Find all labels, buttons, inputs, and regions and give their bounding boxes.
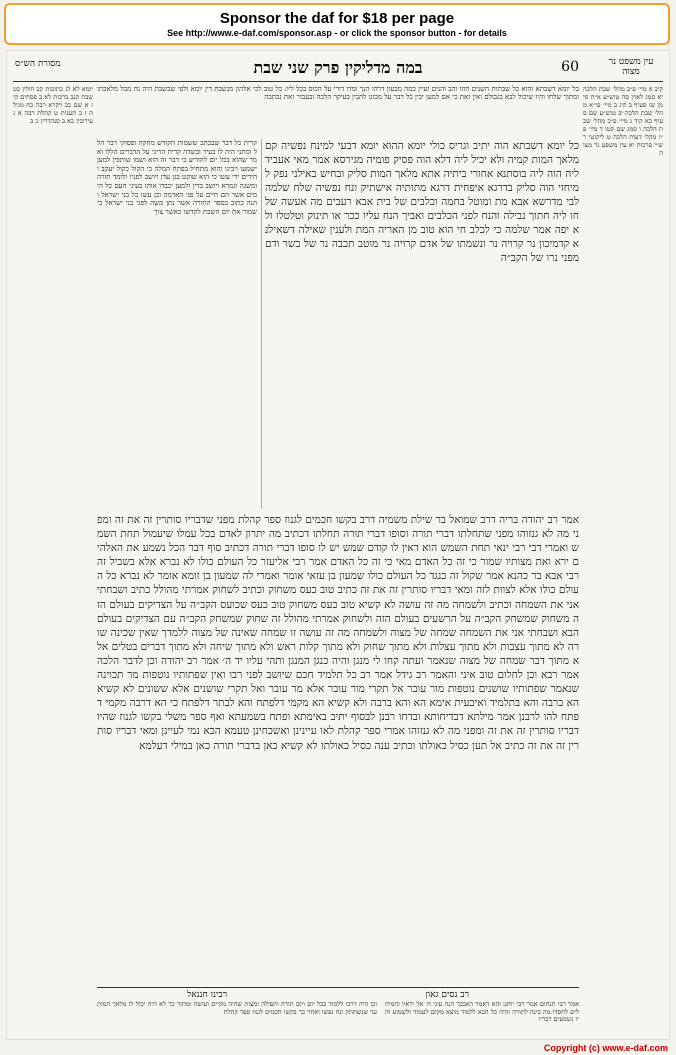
page-header	[7, 57, 669, 79]
footer-rule	[97, 987, 579, 988]
rabbeinu-chananel-column	[97, 1001, 377, 1037]
rabbeinu-chananel-title: רבינו חננאל	[187, 990, 227, 1000]
gemara-column-continued	[97, 513, 579, 983]
ein-mishpat-text: קיב א מיי׳ פ״ב מהל׳ שבת הלכה יא סמג לאוין סה טוש״ע א״ח סימן שז סעיף ב קיג ב מיי׳ פי״א מהל׳ שבת הלכה יב טוש״ע שם סעיף כא קיד ג מיי׳ פ״כ מהל׳ שבת הלכה ו סמג שם קטו ד מיי׳ פ״ו מהל׳ דעות הלכה ט ליקוטי רש״י פרכות יא עין משפט גר מצוה	[583, 85, 663, 157]
mesoret-text: יומא לא לג כתובות קב חולין כט שבת קנב ברכות לא ב פסחים קיז א שם כב ויקרא רבה כח מגילה ז ב תענית ט קהלת רבה א ג עירובין כא ב סנהדרין כ ב	[13, 85, 93, 125]
rabbeinu-chananel-text: וכן היה דרכו ללמוד בכל יום ויום תורה ותפילה ומצות שהיה מקיים ועושה ומתוך כך לא היה יכול לו מלאך המות עד שנשתתק ונח נפשו ואחר כך בקשו חכמים לגנוז ספר קהלת	[97, 1001, 377, 1016]
ein-mishpat-label: עין משפט נר מצוה	[608, 57, 654, 77]
rav-nissim-gaon-column	[385, 1001, 579, 1037]
rav-nissim-gaon-text: אמר רבי תנחום אמר רבי יוחנן והא דאמר ראבכך הנה עיני ה׳ אל יראיו והמיחלים לחסדו מה בינה לתורה והיה כל הבא ללמוד מוצא מקום לעמוד ולשמוע והיו נשמעים דבריו	[385, 1001, 579, 1024]
mesoret-sidebar	[13, 85, 93, 985]
ein-mishpat-sidebar	[583, 85, 663, 985]
header-rule	[13, 81, 663, 82]
chapter-title: במה מדליקין פרק שני שבת	[253, 58, 423, 77]
page-number: 60	[561, 59, 579, 75]
talmud-page	[6, 50, 670, 1040]
rashi-column	[97, 139, 257, 499]
sponsor-subline[interactable]: See http://www.e-daf.com/sponsor.asp - or click the sponsor button - for details	[167, 28, 507, 38]
column-divider	[261, 139, 262, 509]
gemara-continued-text: אמר רב יהודה בריה דרב שמואל בר שילת משמיה דרב בקשו חכמים לגנוז ספר קהלת מפני שדבריו סותרין זה את זה ומפני מה לא גנזוהו מפני שתחלתו דברי תורה וסופו דברי תורה תחלתו דכתיב מה יתרון לאדם בכל עמלו שיעמול תחת השמש ואמרי דבי רבי ינאי תחת השמש הוא דאין לו קודם שמש יש לו סופו דברי תורה דכתיב סוף דבר הכל נשמע את האלהים ירא ואת מצותיו שמור כי זה כל האדם מאי כי זה כל האדם אמר רבי אליעזר כל העולם כולו לא נברא אלא בשביל זה רבי אבא בר כהנא אמר שקול זה כנגד כל העולם כולו שמעון בן עזאי אומר ואמרי לה שמעון בן זומא אומר לא נברא כל העולם כולו אלא לצוות לזה ומאי דבריו סותרין זה את זה כתיב טוב כעס משחוק וכתיב לשחוק אמרתי מהולל כתיב ושבחתי אני את השמחה וכתיב ולשמחה מה זה עושה לא קשיא טוב כעס משחוק טוב כעס שכועס הקב״ה על הצדיקים בעולם הזה משחוק שמשחק הקב״ה על הרשעים בעולם הזה ולשחוק אמרתי מהולל זה שחוק שמשחק הקב״ה עם הצדיקים בעולם הבא ושבחתי אני את השמחה שמחה של מצוה ולשמחה מה זה עושה זו שמחה שאינה של מצוה ללמדך שאין שכינה שורה לא מתוך עצבות ולא מתוך עצלות ולא מתוך שחוק ולא מתוך קלות ראש ולא מתוך שיחה ולא מתוך דברים בטלים אלא מתוך דבר שמחה של מצוה שנאמר ועתה קחו לי מנגן והיה כנגן המנגן ותהי עליו יד ה׳ אמר רב יהודה וכן לדבר הלכה אמר רבא וכן לחלום טוב איני והאמר רב גידל אמר רב כל תלמיד חכם שיושב לפני רבו ואין שפתותיו נוטפות מר תכוינה שנאמר שפתותיו שושנים נוטפות מור עובר אל תקרי מור עובר אלא מר עובר ואל תקרי שושנים אלא ששונים לא קשיא הא ברבה והא בתלמיד ואיבעית אימא הא והא ברבה ולא קשיא הא מקמי דלפתח והא לבתר דלפתח כי הא דרבה מקמי דפתח להו לרבנן אמר מילתא דבדיחותא ובדחו רבנן לבסוף יתיב באימתא ופתח בשמעתא ואף ספר משלי בקשו לגנוז שהיו דבריו סותרין זה את זה ומפני מה לא גנזוהו אמרי ספר קהלת לאו עיינינן ואשכחינן טעמא הכא נמי לעיינן ומאי דבריו סותרין זה את זה כתיב אל תען כסיל כאולתו וכתיב ענה כסיל כאולתו לא קשיא כאן בדברי תורה כאן במילי דעלמא	[97, 514, 579, 752]
rashi-text: קרית כל דבר שבכתב ששמות הקודש מחקה ופסוקי דבר הלל ומתני היה לו בעיר ובשדה קרית הריני על הדברים הללו ואמר שהוא בכל יום להודיע כי דבר זה הוא ושמו שותפין למען ישמעו ויבינו והוא מתחיל בפתח המלה כי הקול כקול יעקב והידים ידי עשו כי הוא שוקט בגן עדן ויושב לפניו ולומד תורה ומשנה וגמרא ויושב בדין ולמען יכבדו אותו בעיני העם כל הימים אשר הם חיים על פני האדמה וכן עשו כל בני ישראל והנה כתוב בספר התורה אשר נתן משה לפני בני ישראל כי שמור את יום השבת לקדשו כאשר צוך	[97, 139, 257, 216]
gemara-column	[265, 139, 579, 509]
sponsor-banner[interactable]	[4, 3, 670, 45]
gemara-text: כל יומא דשבתא הוה יתיב וגריס כולי יומא ההוא יומא דבעי למינח נפשיה קם מלאך המות קמיה ולא יכיל ליה דלא הוה פסיק פומיה מגירסא אמר מאי אעביד ליה הוה ליה בוסתנא אחורי ביתיה אתא מלאך המות סליק ובחיש באילני נפק למיחזי הוה סליק בדרגא איפחית דרגא מתותיה אישתיק ונח נפשיה שלח שלמה לבי מדרשא אבא מת ומוטל בחמה וכלבים של בית אבא רעבים מה אעשה שלחו ליה חתוך נבילה והנח לפני הכלבים ואביך הנח עליו ככר או תינוק וטלטלו ולא יפה אמר שלמה כי לכלב חי הוא טוב מן האריה המת ולענין שאילה דשאילנא קדמיכון נר קרויה נר ונשמתו של אדם קרויה נר מוטב תכבה נר של בשר ודם מפני נרו של הקב״ה	[265, 140, 579, 264]
tosafot-text: כל יומא דשבתא והוא כל שבתות השנים הוזו והב והנים ועיין כמה מבעון דרהו הנך ומדו דורי על הכוס בכל ליו: כל טוב לכי אלהון מנשבת דין יומא ולפי שבשבת היה נח מכל מלאכתו ומתוך שלחו והיו שיכול לבא בגבולם ואין זאת כי אם למען יבין כל דבר על מכונו להבין בעיקר הלכה ובעבור זאת נכתבה	[97, 85, 579, 102]
rav-nissim-gaon-title: רב נסים גאון	[425, 990, 469, 1000]
sponsor-headline[interactable]: Sponsor the daf for $18 per page	[219, 10, 455, 27]
mesoret-label: מסורת הש״ס	[15, 59, 61, 69]
copyright-link[interactable]: Copyright (c) www.e-daf.com	[543, 1043, 668, 1053]
tosafot-top	[97, 85, 579, 135]
